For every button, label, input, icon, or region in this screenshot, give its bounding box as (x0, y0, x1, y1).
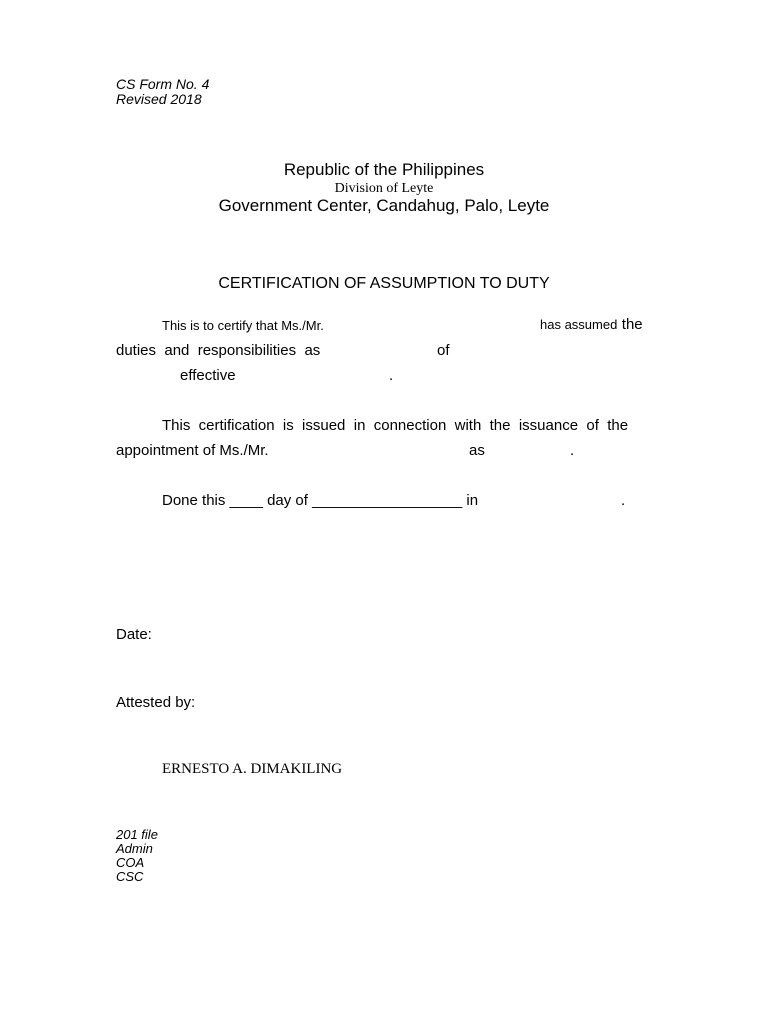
certification-issued-text: This certification is issued in connection with the issuance of the (162, 417, 629, 434)
attested-by-label: Attested by: (116, 694, 196, 711)
copy-item: Admin (116, 841, 153, 856)
copy-item: CSC (116, 869, 144, 884)
effective-label: effective (180, 367, 236, 384)
country-heading: Republic of the Philippines (283, 160, 485, 179)
has-assumed-text (540, 316, 643, 334)
done-this-text: Done this ____ day of __________________ in (162, 492, 479, 509)
appointment-period: . (570, 442, 575, 459)
effective-period: . (389, 367, 394, 384)
has-assumed-label: has assumed (540, 317, 618, 332)
form-revision: Revised 2018 (116, 91, 202, 107)
copy-item: COA (116, 855, 145, 870)
signatory-name: ERNESTO A. DIMAKILING (162, 761, 343, 777)
date-label: Date: (116, 626, 152, 643)
document-title: CERTIFICATION OF ASSUMPTION TO DUTY (218, 275, 550, 292)
appointment-text: appointment of Ms./Mr. (116, 442, 269, 459)
division-heading: Division of Leyte (334, 181, 434, 196)
as-label: as (469, 442, 485, 459)
the-label: the (621, 316, 643, 333)
of-label: of (437, 342, 450, 359)
duties-text: duties and responsibilities as (116, 342, 321, 359)
address-heading: Government Center, Candahug, Palo, Leyte (218, 196, 550, 215)
copy-item: 201 file (116, 827, 158, 842)
certify-intro-text: This is to certify that Ms./Mr. (162, 318, 324, 333)
form-number: CS Form No. 4 (116, 76, 210, 92)
done-period: . (621, 492, 626, 509)
